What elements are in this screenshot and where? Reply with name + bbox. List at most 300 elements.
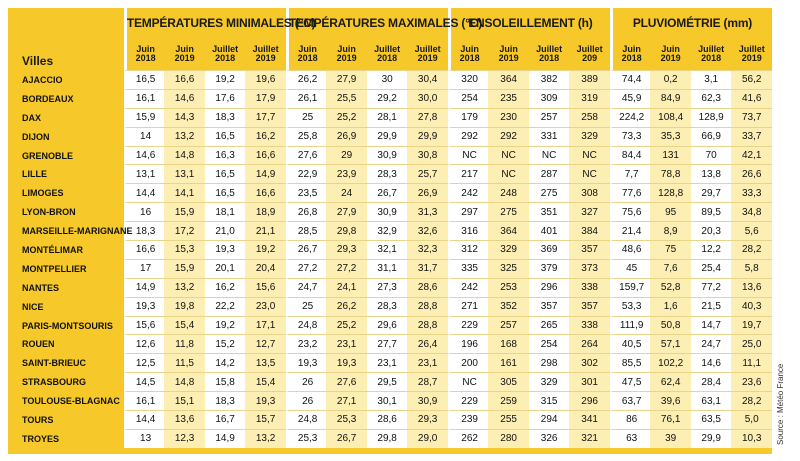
sub-header-year: 2019: [741, 53, 762, 63]
data-cell: 23,1: [326, 334, 367, 353]
data-cell: 29,8: [326, 221, 367, 240]
sub-header-month: Juillet: [738, 44, 765, 54]
table-row: [8, 146, 772, 165]
sub-header-cell: [164, 38, 205, 70]
city-name: SAINT-BRIEUC: [8, 353, 124, 372]
data-cell: 22,2: [205, 297, 246, 316]
data-cell: 28,3: [367, 164, 408, 183]
sub-header-cell: [610, 38, 651, 70]
data-cell: 254: [448, 89, 489, 108]
data-cell: 294: [529, 410, 570, 429]
data-cell: 258: [569, 108, 610, 127]
data-cell: 159,7: [610, 278, 651, 297]
data-cell: 30,1: [367, 391, 408, 410]
data-cell: 14,4: [124, 183, 165, 202]
data-cell: 75: [650, 240, 691, 259]
data-cell: 230: [488, 108, 529, 127]
data-cell: 335: [448, 259, 489, 278]
table-row: [8, 164, 772, 183]
data-cell: 17,7: [245, 108, 286, 127]
data-cell: 19,2: [205, 70, 246, 89]
data-cell: 27,8: [407, 108, 448, 127]
data-cell: 32,1: [367, 240, 408, 259]
city-name: ROUEN: [8, 334, 124, 353]
data-cell: 29,3: [326, 240, 367, 259]
data-cell: 128,8: [650, 183, 691, 202]
data-cell: 325: [488, 259, 529, 278]
data-cell: 26,1: [286, 89, 327, 108]
data-cell: 30,0: [407, 89, 448, 108]
data-cell: 85,5: [610, 353, 651, 372]
data-cell: 305: [488, 372, 529, 391]
data-cell: 27,6: [326, 372, 367, 391]
climate-table: [8, 8, 772, 448]
table-row: [8, 429, 772, 448]
data-cell: 21,0: [205, 221, 246, 240]
data-cell: 239: [448, 410, 489, 429]
sub-header-cell: [691, 38, 732, 70]
data-cell: 5,8: [731, 259, 772, 278]
data-cell: 29,5: [367, 372, 408, 391]
data-cell: 25,3: [326, 410, 367, 429]
data-cell: 14,7: [691, 316, 732, 335]
table-row: [8, 183, 772, 202]
data-cell: 13,6: [164, 410, 205, 429]
sub-header-month: Juin: [661, 44, 680, 54]
sub-header-year: 2019: [336, 53, 357, 63]
data-cell: 21,5: [691, 297, 732, 316]
sub-header-year: 2019: [255, 53, 276, 63]
data-cell: 255: [488, 410, 529, 429]
data-cell: 30,9: [367, 202, 408, 221]
data-cell: 29,3: [407, 410, 448, 429]
data-cell: 26,2: [286, 70, 327, 89]
data-cell: 18,3: [124, 221, 165, 240]
data-cell: 45: [610, 259, 651, 278]
data-cell: 14,1: [164, 183, 205, 202]
data-cell: 29: [326, 146, 367, 165]
data-cell: 16,6: [245, 183, 286, 202]
data-cell: 23,5: [286, 183, 327, 202]
villes-header: Villes: [22, 54, 54, 68]
data-cell: 26,8: [286, 202, 327, 221]
data-cell: 26,9: [326, 127, 367, 146]
sub-header-cell: [731, 38, 772, 70]
data-cell: 16,5: [205, 183, 246, 202]
data-cell: 29,8: [367, 429, 408, 448]
data-cell: 352: [488, 297, 529, 316]
data-cell: 19,3: [245, 391, 286, 410]
data-cell: NC: [529, 146, 570, 165]
data-cell: 25,2: [326, 108, 367, 127]
sub-header-cell: [569, 38, 610, 70]
city-name: LIMOGES: [8, 183, 124, 202]
data-cell: 40,3: [731, 297, 772, 316]
data-cell: 39: [650, 429, 691, 448]
data-cell: 319: [569, 89, 610, 108]
data-cell: 29,9: [407, 127, 448, 146]
data-cell: 77,2: [691, 278, 732, 297]
sub-header-cell: [650, 38, 691, 70]
data-cell: 25: [286, 108, 327, 127]
table-row: [8, 372, 772, 391]
data-cell: 29,6: [367, 316, 408, 335]
data-cell: 13,1: [164, 164, 205, 183]
data-cell: 235: [488, 89, 529, 108]
data-cell: 264: [569, 334, 610, 353]
data-cell: 20,1: [205, 259, 246, 278]
data-cell: 13,2: [164, 278, 205, 297]
data-cell: 15,6: [124, 316, 165, 335]
source-note: Source : Météo France: [776, 363, 785, 445]
data-cell: 257: [529, 108, 570, 127]
data-cell: 15,1: [164, 391, 205, 410]
data-cell: 62,4: [650, 372, 691, 391]
data-cell: 18,3: [205, 391, 246, 410]
data-cell: 27,7: [367, 334, 408, 353]
data-cell: 15,7: [245, 410, 286, 429]
data-cell: 30: [367, 70, 408, 89]
sub-header-year: 2019: [498, 53, 519, 63]
data-cell: 23,0: [245, 297, 286, 316]
sub-header-month: Juin: [136, 44, 155, 54]
data-cell: 33,7: [731, 127, 772, 146]
data-cell: 28,1: [367, 108, 408, 127]
data-cell: 29,0: [407, 429, 448, 448]
data-cell: 341: [569, 410, 610, 429]
sub-header-year: 2018: [701, 53, 722, 63]
sub-header-year: 2018: [459, 53, 480, 63]
data-cell: 63,1: [691, 391, 732, 410]
data-cell: 29,7: [691, 183, 732, 202]
data-cell: 77,6: [610, 183, 651, 202]
data-cell: 13,5: [245, 353, 286, 372]
city-name: TOURS: [8, 410, 124, 429]
sub-header-year: 2018: [215, 53, 236, 63]
data-cell: 73,7: [731, 108, 772, 127]
data-cell: 14,8: [164, 146, 205, 165]
table-row: [8, 240, 772, 259]
group-header-tmax: TEMPÉRATURES MAXIMALES (°C): [286, 8, 448, 38]
data-cell: 19,7: [731, 316, 772, 335]
data-cell: 26,6: [731, 164, 772, 183]
data-cell: NC: [448, 372, 489, 391]
data-cell: 56,2: [731, 70, 772, 89]
data-cell: 17: [124, 259, 165, 278]
data-cell: 30,8: [407, 146, 448, 165]
data-cell: 242: [448, 278, 489, 297]
data-cell: 63,7: [610, 391, 651, 410]
data-cell: 102,2: [650, 353, 691, 372]
climate-table-panel: [8, 8, 772, 454]
data-cell: 357: [569, 297, 610, 316]
data-cell: 316: [448, 221, 489, 240]
data-cell: 70: [691, 146, 732, 165]
data-cell: 315: [529, 391, 570, 410]
data-cell: 292: [488, 127, 529, 146]
data-cell: 27,1: [326, 391, 367, 410]
data-cell: 16: [124, 202, 165, 221]
data-cell: NC: [488, 164, 529, 183]
data-cell: NC: [569, 146, 610, 165]
data-cell: 15,6: [245, 278, 286, 297]
data-cell: 14,6: [691, 353, 732, 372]
data-cell: 26: [286, 372, 327, 391]
group-header-rain: PLUVIOMÉTRIE (mm): [610, 8, 772, 38]
data-cell: 19,3: [124, 297, 165, 316]
data-cell: 23,9: [326, 164, 367, 183]
data-cell: 13,1: [124, 164, 165, 183]
data-cell: 25: [286, 297, 327, 316]
data-cell: 57,1: [650, 334, 691, 353]
data-cell: 25,4: [691, 259, 732, 278]
data-cell: NC: [488, 146, 529, 165]
data-cell: 19,2: [245, 240, 286, 259]
sub-header-cell: [124, 38, 165, 70]
table-row: [8, 259, 772, 278]
data-cell: 14,9: [205, 429, 246, 448]
data-cell: 26,4: [407, 334, 448, 353]
group-header-sun: ENSOLEILLEMENT (h): [448, 8, 610, 38]
sub-header-month: Juillet: [576, 44, 603, 54]
data-cell: 27,2: [326, 259, 367, 278]
data-cell: 14,3: [164, 108, 205, 127]
data-cell: 48,6: [610, 240, 651, 259]
data-cell: 320: [448, 70, 489, 89]
data-cell: 265: [529, 316, 570, 335]
data-cell: 16,6: [245, 146, 286, 165]
city-name: MONTÉLIMAR: [8, 240, 124, 259]
sub-header-year: 2018: [539, 53, 560, 63]
data-cell: 25,3: [286, 429, 327, 448]
data-cell: 12,6: [124, 334, 165, 353]
data-cell: 13: [124, 429, 165, 448]
data-cell: 28,6: [407, 278, 448, 297]
data-cell: 28,8: [407, 316, 448, 335]
data-cell: 26,7: [286, 240, 327, 259]
data-cell: 275: [529, 183, 570, 202]
city-name: DAX: [8, 108, 124, 127]
data-cell: 16,5: [124, 70, 165, 89]
data-cell: 200: [448, 353, 489, 372]
data-cell: 26: [286, 391, 327, 410]
data-cell: 357: [569, 240, 610, 259]
corner-cell: [8, 8, 124, 38]
data-cell: 15,2: [205, 334, 246, 353]
data-cell: 15,9: [164, 259, 205, 278]
data-cell: 12,5: [124, 353, 165, 372]
data-cell: 30,4: [407, 70, 448, 89]
group-header-row: [8, 8, 772, 38]
data-cell: 13,2: [245, 429, 286, 448]
data-cell: 16,6: [164, 70, 205, 89]
city-name: LYON-BRON: [8, 202, 124, 221]
sub-header-year: 2018: [297, 53, 318, 63]
table-row: [8, 89, 772, 108]
data-cell: 20,4: [245, 259, 286, 278]
data-cell: 27,3: [367, 278, 408, 297]
data-cell: 3,1: [691, 70, 732, 89]
data-cell: 131: [650, 146, 691, 165]
data-cell: 86: [610, 410, 651, 429]
data-cell: 19,8: [164, 297, 205, 316]
data-cell: 229: [448, 316, 489, 335]
sub-header-cell: [529, 38, 570, 70]
table-row: [8, 316, 772, 335]
data-cell: 302: [569, 353, 610, 372]
data-cell: 5,0: [731, 410, 772, 429]
data-cell: 384: [569, 221, 610, 240]
data-cell: 17,9: [245, 89, 286, 108]
data-cell: NC: [448, 146, 489, 165]
data-cell: 296: [569, 391, 610, 410]
table-row: [8, 410, 772, 429]
data-cell: 229: [448, 391, 489, 410]
city-name: MONTPELLIER: [8, 259, 124, 278]
sub-header-cell: [205, 38, 246, 70]
data-cell: 13,8: [691, 164, 732, 183]
data-cell: 11,8: [164, 334, 205, 353]
data-cell: 11,5: [164, 353, 205, 372]
data-cell: 0,2: [650, 70, 691, 89]
data-cell: 28,5: [286, 221, 327, 240]
sub-header-month: Juillet: [536, 44, 563, 54]
data-cell: 29,2: [367, 89, 408, 108]
data-cell: 14,2: [205, 353, 246, 372]
sub-header-year: 209: [582, 53, 598, 63]
sub-header-year: 2018: [135, 53, 156, 63]
data-cell: 18,3: [205, 108, 246, 127]
data-cell: 369: [529, 240, 570, 259]
data-cell: 42,1: [731, 146, 772, 165]
table-row: [8, 127, 772, 146]
city-name: BORDEAUX: [8, 89, 124, 108]
data-cell: 14: [124, 127, 165, 146]
data-cell: 364: [488, 70, 529, 89]
data-cell: NC: [569, 164, 610, 183]
data-cell: 25,7: [407, 164, 448, 183]
data-cell: 128,9: [691, 108, 732, 127]
data-cell: 84,4: [610, 146, 651, 165]
data-cell: 84,9: [650, 89, 691, 108]
data-cell: 7,7: [610, 164, 651, 183]
table-row: [8, 353, 772, 372]
data-cell: 52,8: [650, 278, 691, 297]
table-row: [8, 391, 772, 410]
data-cell: 401: [529, 221, 570, 240]
data-cell: 30,9: [407, 391, 448, 410]
city-name: NICE: [8, 297, 124, 316]
data-cell: 287: [529, 164, 570, 183]
city-name: NANTES: [8, 278, 124, 297]
data-cell: 253: [488, 278, 529, 297]
data-cell: 39,6: [650, 391, 691, 410]
data-cell: 14,6: [164, 89, 205, 108]
data-cell: 15,9: [164, 202, 205, 221]
data-cell: 292: [448, 127, 489, 146]
data-cell: 12,7: [245, 334, 286, 353]
data-cell: 301: [569, 372, 610, 391]
data-cell: 331: [529, 127, 570, 146]
sub-header-month: Juin: [499, 44, 518, 54]
data-cell: 23,1: [407, 353, 448, 372]
data-cell: 24: [326, 183, 367, 202]
data-cell: 23,6: [731, 372, 772, 391]
data-cell: 14,8: [164, 372, 205, 391]
sub-header-year: 2019: [174, 53, 195, 63]
data-cell: 32,9: [367, 221, 408, 240]
data-cell: 33,3: [731, 183, 772, 202]
data-cell: 382: [529, 70, 570, 89]
data-cell: 24,7: [286, 278, 327, 297]
data-cell: 280: [488, 429, 529, 448]
data-cell: 29,9: [367, 127, 408, 146]
data-cell: 338: [569, 316, 610, 335]
data-cell: 389: [569, 70, 610, 89]
data-cell: 14,4: [124, 410, 165, 429]
data-cell: 15,8: [205, 372, 246, 391]
data-cell: 298: [529, 353, 570, 372]
data-cell: 25,0: [731, 334, 772, 353]
city-name: PARIS-MONTSOURIS: [8, 316, 124, 335]
data-cell: 25,5: [326, 89, 367, 108]
data-cell: 257: [488, 316, 529, 335]
data-cell: 29,9: [691, 429, 732, 448]
data-cell: 31,3: [407, 202, 448, 221]
sub-header-cell: [488, 38, 529, 70]
data-cell: 18,1: [205, 202, 246, 221]
city-name: TROYES: [8, 429, 124, 448]
data-cell: 5,6: [731, 221, 772, 240]
data-cell: 31,7: [407, 259, 448, 278]
data-cell: 75,6: [610, 202, 651, 221]
city-name: LILLE: [8, 164, 124, 183]
sub-header-month: Juin: [622, 44, 641, 54]
data-cell: 28,2: [731, 240, 772, 259]
data-cell: 297: [448, 202, 489, 221]
sub-header-month: Juin: [298, 44, 317, 54]
data-cell: 25,2: [326, 316, 367, 335]
data-cell: 271: [448, 297, 489, 316]
data-cell: 12,3: [164, 429, 205, 448]
data-cell: 14,6: [124, 146, 165, 165]
data-cell: 19,3: [286, 353, 327, 372]
data-cell: 15,9: [124, 108, 165, 127]
data-cell: 12,2: [691, 240, 732, 259]
data-cell: 329: [529, 372, 570, 391]
table-row: [8, 108, 772, 127]
data-cell: 28,6: [367, 410, 408, 429]
sub-header-year: 2018: [621, 53, 642, 63]
data-cell: 27,9: [326, 70, 367, 89]
data-cell: 379: [529, 259, 570, 278]
data-cell: 19,3: [205, 240, 246, 259]
sub-header-row: [8, 38, 772, 70]
data-cell: 15,3: [164, 240, 205, 259]
data-cell: 179: [448, 108, 489, 127]
data-cell: 40,5: [610, 334, 651, 353]
data-cell: 30,9: [367, 146, 408, 165]
data-cell: 27,2: [286, 259, 327, 278]
data-cell: 168: [488, 334, 529, 353]
sub-header-cell: [326, 38, 367, 70]
data-cell: 338: [569, 278, 610, 297]
data-cell: 254: [529, 334, 570, 353]
data-cell: 16,2: [205, 278, 246, 297]
data-cell: 34,8: [731, 202, 772, 221]
data-cell: 17,2: [164, 221, 205, 240]
city-name: STRASBOURG: [8, 372, 124, 391]
